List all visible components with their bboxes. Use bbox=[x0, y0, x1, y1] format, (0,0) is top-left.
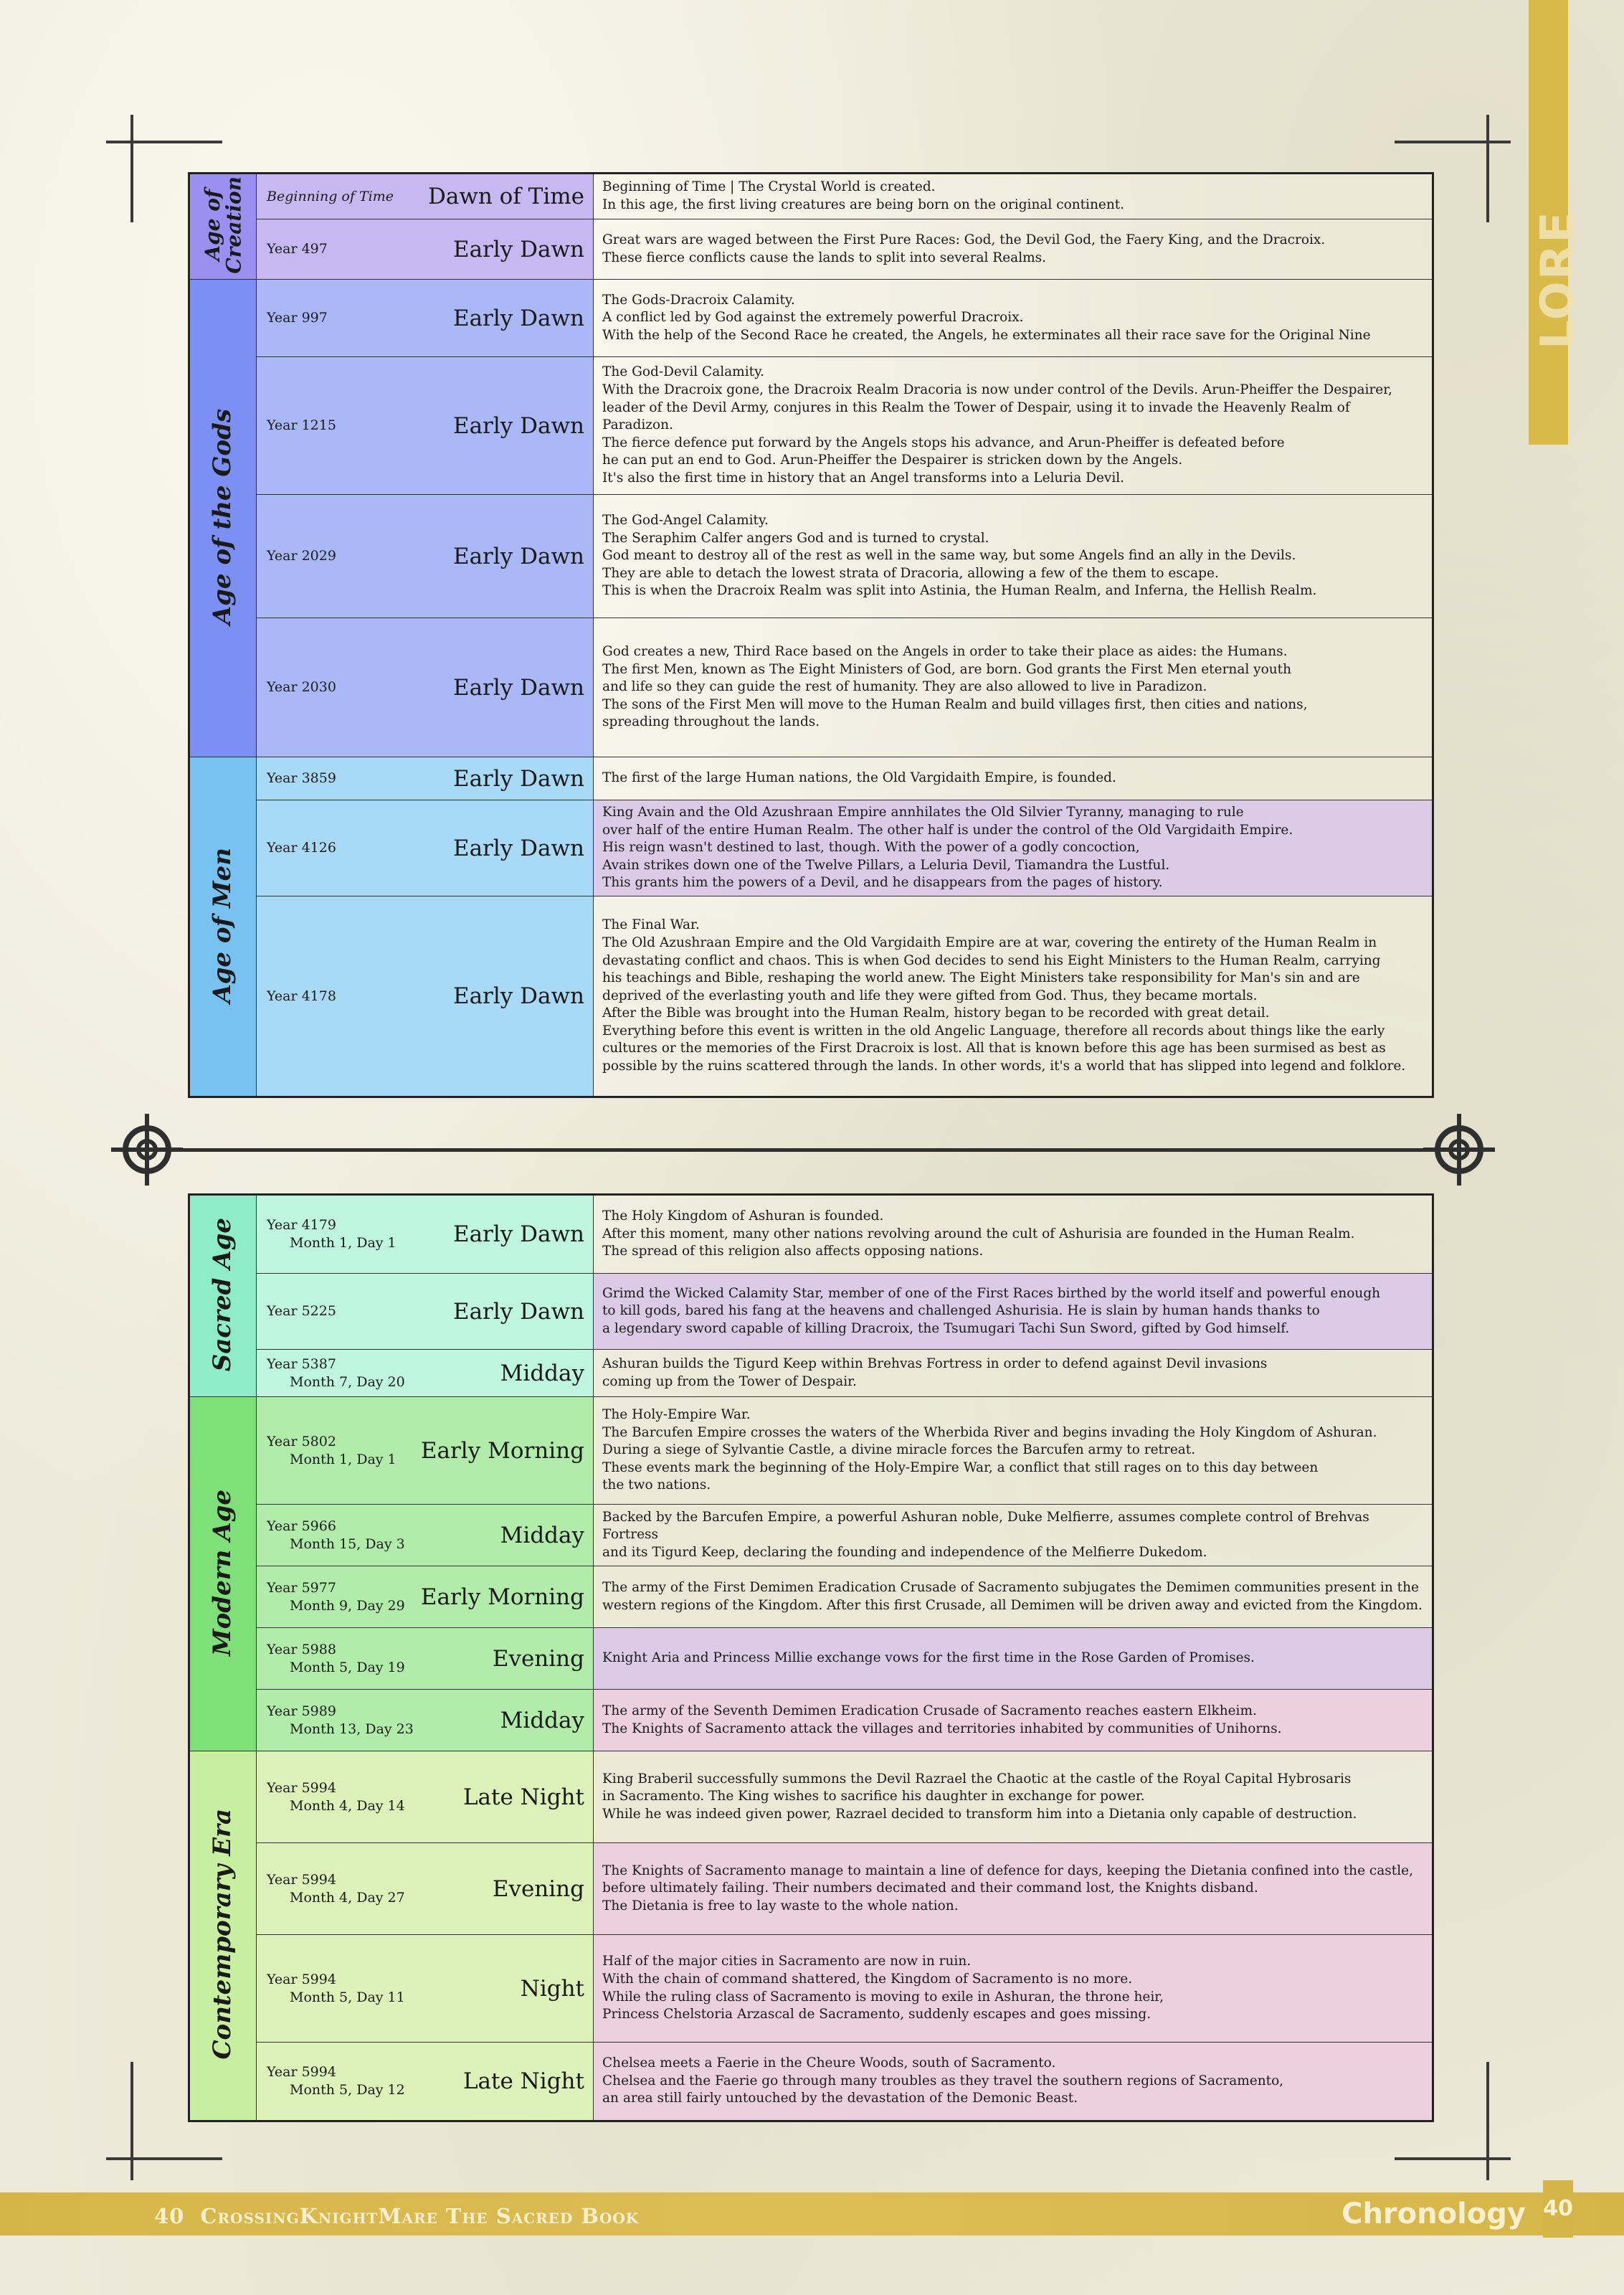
era-cell-men bbox=[189, 757, 257, 1097]
year-label: Year 4179 Month 1, Day 1 bbox=[267, 1217, 396, 1251]
footer-book-title bbox=[154, 2204, 639, 2228]
table-row bbox=[189, 219, 1433, 280]
time-of-day: Early Dawn bbox=[452, 1298, 584, 1325]
table-row bbox=[189, 1350, 1433, 1397]
era-label: Age of Creation bbox=[200, 176, 245, 274]
year-label: Year 5225 bbox=[267, 1303, 336, 1320]
event-description: Ashuran builds the Tigurd Keep within Brehvas Fortress in order to defend against Devil invasions coming up from the Tower of Despair. bbox=[594, 1350, 1433, 1397]
table-row bbox=[189, 1397, 1433, 1505]
section-title: Chronology bbox=[1342, 2197, 1526, 2230]
when-cell bbox=[257, 1350, 594, 1397]
event-description: The Holy Kingdom of Ashuran is founded. After this moment, many other nations revolving around the cult of Ashurisia are founded in the Human Realm. The spread of this religion also affects opposing nations. bbox=[594, 1195, 1433, 1274]
when-cell bbox=[257, 1935, 594, 2043]
time-of-day: Evening bbox=[492, 1875, 584, 1902]
time-of-day: Dawn of Time bbox=[427, 184, 584, 209]
time-of-day: Early Dawn bbox=[452, 674, 584, 701]
table-row bbox=[189, 2043, 1433, 2121]
book-title: CrossingKnightMare The Sacred Book bbox=[200, 2204, 640, 2228]
year-label: Year 3859 bbox=[267, 770, 336, 787]
table-row bbox=[189, 1628, 1433, 1690]
year-label: Year 5994 Month 4, Day 27 bbox=[267, 1871, 405, 1906]
when-cell bbox=[257, 618, 594, 757]
side-tab-label: LORE bbox=[1532, 210, 1585, 349]
event-description: The God-Angel Calamity. The Seraphim Calfer angers God and is turned to crystal. God meant to destroy all of the rest as well in the same way, but some Angels find an ally in the Devils. They are able to detach the lowest strata of Dracoria, allowing a few of the them to escape. This is when the Dracroix Realm was split into Astinia, the Human Realm, and Inferna, the Hellish Realm. bbox=[594, 495, 1433, 618]
time-of-day: Early Morning bbox=[420, 1437, 584, 1464]
era-cell-gods bbox=[189, 280, 257, 757]
time-of-day: Early Dawn bbox=[452, 412, 584, 439]
footer-page-tab: 40 bbox=[1543, 2180, 1573, 2238]
table-row bbox=[189, 757, 1433, 800]
table-row bbox=[189, 1566, 1433, 1628]
time-of-day: Evening bbox=[492, 1645, 584, 1672]
event-description: Great wars are waged between the First Pure Races: God, the Devil God, the Faery King, and the Dracroix. These fierce conflicts cause the lands to split into several Realms. bbox=[594, 219, 1433, 280]
year-label: Year 5966 Month 15, Day 3 bbox=[267, 1518, 405, 1552]
crop-mark bbox=[130, 115, 133, 222]
time-of-day: Late Night bbox=[462, 1784, 584, 1810]
when-cell bbox=[257, 800, 594, 896]
year-label: Year 5977 Month 9, Day 29 bbox=[267, 1579, 405, 1614]
event-description: The army of the Seventh Demimen Eradication Crusade of Sacramento reaches eastern Elkheim. The Knights of Sacramento attack the villages and territories inhabited by communities of Unihorns. bbox=[594, 1690, 1433, 1751]
event-description: The first of the large Human nations, the Old Vargidaith Empire, is founded. bbox=[594, 757, 1433, 800]
year-label: Year 5994 Month 4, Day 14 bbox=[267, 1779, 405, 1814]
time-of-day: Early Dawn bbox=[452, 983, 584, 1009]
event-description: King Avain and the Old Azushraan Empire annhilates the Old Silvier Tyranny, managing to rule over half of the entire Human Realm. The other half is under the control of the Old Vargidaith Empire. His reign wasn't destined to last, though. With the power of a godly concoction, Avain strikes down one of the Twelve Pillars, a Leluria Devil, Tiamandra the Lustful. This grants him the powers of a Devil, and he disappears from the pages of history. bbox=[594, 800, 1433, 896]
year-label: Year 5988 Month 5, Day 19 bbox=[267, 1641, 405, 1675]
era-cell-modern bbox=[189, 1397, 257, 1751]
section-divider bbox=[143, 1148, 1481, 1152]
era-cell-contemporary bbox=[189, 1751, 257, 2121]
chronology-table-ancient bbox=[188, 172, 1434, 1098]
year-label: Year 5989 Month 13, Day 23 bbox=[267, 1703, 414, 1737]
crosshair-ornament-icon bbox=[1423, 1114, 1495, 1186]
year-label: Year 2029 bbox=[267, 548, 336, 564]
table-row bbox=[189, 1195, 1433, 1274]
event-description: The army of the First Demimen Eradication Crusade of Sacramento subjugates the Demimen communities present in the western regions of the Kingdom. After this first Crusade, all Demimen will be driven away and evicted from the Kingdom. bbox=[594, 1566, 1433, 1628]
when-cell bbox=[257, 495, 594, 618]
table-row bbox=[189, 618, 1433, 757]
era-label: Modern Age bbox=[208, 1489, 237, 1656]
table-row bbox=[189, 1505, 1433, 1566]
when-cell bbox=[257, 896, 594, 1097]
event-description: The Gods-Dracroix Calamity. A conflict led by God against the extremely powerful Dracroix. With the help of the Second Race he created, the Angels, he exterminates all their race save for the Original Nine bbox=[594, 280, 1433, 357]
era-cell-sacred bbox=[189, 1195, 257, 1397]
era-label: Contemporary Era bbox=[208, 1809, 237, 2060]
table-row bbox=[189, 896, 1433, 1097]
when-cell bbox=[257, 1628, 594, 1690]
chronology-table-recent bbox=[188, 1193, 1434, 2122]
event-description: The Final War. The Old Azushraan Empire and the Old Vargidaith Empire are at war, covering the entirety of the Human Realm in devastating conflict and chaos. This is when God decides to send his Eight Ministers to the Human Realm, carrying his teachings and Bible, reshaping the world anew. The Eight Ministers take responsibility for Man's sin and are deprived of the everlasting youth and life they were gifted from God. Thus, they became mortals. After the Bible was brought into the Human Realm, history began to be recorded with great detail. Everything before this event is written in the old Angelic Language, therefore all records about things like the early cultures or the memories of the First Dracroix is lost. All that is known before this age has been surmised as best as possible by the ruins scattered through the lands. In other words, it's a world that has slipped into legend and folklore. bbox=[594, 896, 1433, 1097]
year-label: Year 497 bbox=[267, 241, 328, 257]
year-label: Year 5994 Month 5, Day 11 bbox=[267, 1971, 405, 2005]
when-cell bbox=[257, 174, 594, 219]
year-label: Year 997 bbox=[267, 310, 328, 326]
table-row bbox=[189, 1274, 1433, 1350]
table-row bbox=[189, 280, 1433, 357]
crop-mark bbox=[1395, 141, 1511, 143]
event-description: Chelsea meets a Faerie in the Cheure Woods, south of Sacramento. Chelsea and the Faerie go through many troubles as they travel the southern regions of Sacramento, an area still fairly untouched by the devastation of the Demonic Beast. bbox=[594, 2043, 1433, 2121]
year-label: Year 5387 Month 7, Day 20 bbox=[267, 1355, 405, 1390]
event-description: God creates a new, Third Race based on the Angels in order to take their place as aides: the Humans. The first Men, known as The Eight Ministers of God, are born. God grants the First Men eternal youth and life so they can guide the rest of humanity. They are also allowed to live in Paradizon. The sons of the First Men will move to the Human Realm and build villages first, then cities and nations, spreading throughout the lands. bbox=[594, 618, 1433, 757]
time-of-day: Midday bbox=[500, 1360, 584, 1386]
when-cell bbox=[257, 357, 594, 495]
when-cell bbox=[257, 1751, 594, 1843]
event-description: Backed by the Barcufen Empire, a powerful Ashuran noble, Duke Melfierre, assumes complete control of Brehvas Fortress and its Tigurd Keep, declaring the founding and independence of the Melfierre Dukedom. bbox=[594, 1505, 1433, 1566]
time-of-day: Early Dawn bbox=[452, 305, 584, 331]
when-cell bbox=[257, 1195, 594, 1274]
time-of-day: Early Dawn bbox=[452, 765, 584, 792]
time-of-day: Early Dawn bbox=[452, 835, 584, 861]
crop-mark bbox=[1486, 2062, 1489, 2180]
when-cell bbox=[257, 1843, 594, 1935]
event-description: The Knights of Sacramento manage to maintain a line of defence for days, keeping the Dietania confined into the castle, before ultimately failing. Their numbers decimated and their command lost, the Knights disband. The Dietania is free to lay waste to the whole nation. bbox=[594, 1843, 1433, 1935]
table-row bbox=[189, 1690, 1433, 1751]
era-label: Sacred Age bbox=[208, 1217, 237, 1372]
era-label: Age of Men bbox=[208, 847, 237, 1003]
when-cell bbox=[257, 219, 594, 280]
crosshair-ornament-icon bbox=[111, 1114, 183, 1186]
table-row bbox=[189, 1751, 1433, 1843]
year-label: Year 1215 bbox=[267, 417, 336, 434]
year-label: Year 2030 bbox=[267, 679, 336, 696]
table-row bbox=[189, 800, 1433, 896]
year-label: Year 4126 bbox=[267, 840, 336, 856]
when-cell bbox=[257, 1690, 594, 1751]
table-row bbox=[189, 174, 1433, 219]
table-row bbox=[189, 495, 1433, 618]
era-cell-creation bbox=[189, 174, 257, 280]
event-description: Beginning of Time | The Crystal World is created. In this age, the first living creatures are being born on the original continent. bbox=[594, 174, 1433, 219]
year-label: Beginning of Time bbox=[267, 188, 394, 204]
time-of-day: Night bbox=[520, 1975, 584, 2002]
crop-mark bbox=[130, 2062, 133, 2180]
table-row bbox=[189, 357, 1433, 495]
year-label: Year 5994 Month 5, Day 12 bbox=[267, 2064, 405, 2098]
crop-mark bbox=[106, 141, 222, 143]
when-cell bbox=[257, 1397, 594, 1505]
time-of-day: Late Night bbox=[462, 2068, 584, 2094]
era-label: Age of the Gods bbox=[208, 408, 237, 625]
page-number: 40 bbox=[154, 2204, 185, 2228]
event-description: Knight Aria and Princess Millie exchange vows for the first time in the Rose Garden of Promises. bbox=[594, 1628, 1433, 1690]
when-cell bbox=[257, 757, 594, 800]
crop-mark bbox=[106, 2157, 222, 2160]
table-row bbox=[189, 1935, 1433, 2043]
when-cell bbox=[257, 1505, 594, 1566]
event-description: King Braberil successfully summons the Devil Razrael the Chaotic at the castle of the Royal Capital Hybrosaris in Sacramento. The King wishes to sacrifice his daughter in exchange for power. While he was indeed given power, Razrael decided to transform him into a Dietania only capable of destruction. bbox=[594, 1751, 1433, 1843]
event-description: The Holy-Empire War. The Barcufen Empire crosses the waters of the Wherbida River and begins invading the Holy Kingdom of Ashuran. During a siege of Sylvantie Castle, a divine miracle forces the Barcufen army to retreat. These events mark the beginning of the Holy-Empire War, a conflict that still rages on to this day between the two nations. bbox=[594, 1397, 1433, 1505]
time-of-day: Early Dawn bbox=[452, 236, 584, 262]
when-cell bbox=[257, 2043, 594, 2121]
when-cell bbox=[257, 280, 594, 357]
crop-mark bbox=[1395, 2157, 1511, 2160]
event-description: Half of the major cities in Sacramento are now in ruin. With the chain of command shattered, the Kingdom of Sacramento is no more. While the ruling class of Sacramento is moving to exile in Ashuran, the throne heir, Princess Chelstoria Arzascal de Sacramento, suddenly escapes and goes missing. bbox=[594, 1935, 1433, 2043]
year-label: Year 4178 bbox=[267, 988, 336, 1004]
event-description: The God-Devil Calamity. With the Dracroix gone, the Dracroix Realm Dracoria is now under control of the Devils. Arun-Pheiffer the Despairer, leader of the Devil Army, conjures in this Realm the Tower of Despair, using it to invade the Heavenly Realm of Paradizon. The fierce defence put forward by the Angels stops his advance, and Arun-Pheiffer is defeated before he can put an end to God. Arun-Pheiffer the Despairer is stricken down by the Angels. It's also the first time in history that an Angel transforms into a Leluria Devil. bbox=[594, 357, 1433, 495]
crop-mark bbox=[1486, 115, 1489, 222]
event-description: Grimd the Wicked Calamity Star, member of one of the First Races birthed by the world itself and powerful enough to kill gods, bared his fang at the heavens and challenged Ashurisia. He is slain by human hands thanks to a legendary sword capable of killing Dracroix, the Tsumugari Tachi Sun Sword, gifted by God himself. bbox=[594, 1274, 1433, 1350]
time-of-day: Midday bbox=[500, 1707, 584, 1733]
time-of-day: Midday bbox=[500, 1522, 584, 1548]
time-of-day: Early Morning bbox=[420, 1584, 584, 1610]
time-of-day: Early Dawn bbox=[452, 1221, 584, 1247]
when-cell bbox=[257, 1274, 594, 1350]
year-label: Year 5802 Month 1, Day 1 bbox=[267, 1433, 396, 1467]
time-of-day: Early Dawn bbox=[452, 543, 584, 569]
when-cell bbox=[257, 1566, 594, 1628]
table-row bbox=[189, 1843, 1433, 1935]
